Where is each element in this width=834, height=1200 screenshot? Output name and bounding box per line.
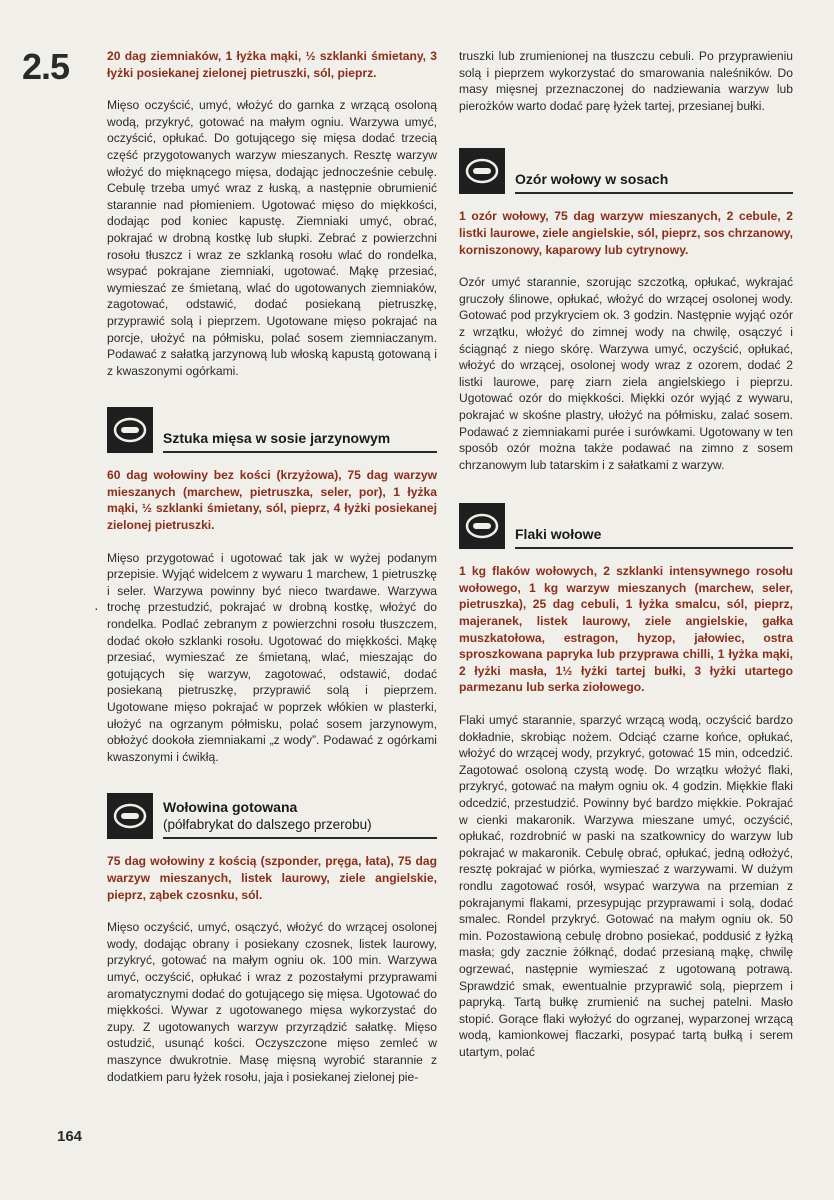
pot-icon [107, 793, 153, 839]
recipe-title: Wołowina gotowana [163, 799, 298, 816]
pot-icon [459, 503, 505, 549]
recipe-ingredients: 75 dag wołowiny z kością (szponder, pręga, łata), 75 dag warzyw mieszanych, listek laurowy, ziele angielskie, pieprz, ząbek czosnku, sól. [107, 854, 437, 902]
recipe-ingredients: 1 kg flaków wołowych, 2 szklanki intensywnego rosołu wołowego, 1 kg warzyw mieszanych (marchew, seler, pietruszka), 25 dag cebuli, 1 łyżka smalcu, sól, pieprz, majeranek, listek laurowy, ziele angielskie, gałka muszkatołowa, estragon, hyzop, jałowiec, ostra sproszkowana papryka lub przyprawa chilli, 1 łyżka mąki, 2 łyżki masła, 1½ łyżki tartej bułki, 3 łyżki utartego parmezanu lub serka ziołowego. [459, 564, 793, 695]
recipe-title: Flaki wołowe [515, 525, 602, 542]
page-number: 164 [57, 1128, 83, 1145]
section-number: 2.5 [22, 46, 70, 87]
recipe-header [459, 503, 793, 549]
recipe-title: Ozór wołowy w sosach [515, 170, 669, 187]
bullet-mark: · [94, 600, 99, 616]
continued-text: truszki lub zrumienionej na tłuszczu cebuli. Po przyprawieniu solą i pieprzem wykorzystać do smarowania naleśników. Do masy mięsnej przeznaczonej do nadziewania warzyw lub pierożków warto dodać parę łyżek tartej, przesianej bułki. [459, 49, 793, 113]
pot-icon [459, 148, 505, 194]
recipe-instructions: Mięso oczyścić, umyć, osączyć, włożyć do wrzącej osolonej wody, dodając obrany i posiekany czosnek, listek laurowy, przykryć, gotować na małym ogniu ok. 100 min. Warzywa umyć, oczyścić, opłukać i wraz z pozostałymi przyprawami aromatycznymi dodać do gotującego się mięsa. Ugotować do miękkości. Wywar z ugotowanego mięsa wykorzystać do zupy. Z ugotowanych warzyw przyrządzić sałatkę. Mięso ostudzić, usunąć kości. Oczyszczone mięso zemleć w maszynce dwukrotnie. Masę mięsną wyrobić starannie z dodatkiem paru łyżek rosołu, jaja i posiekanej zielonej pie- [107, 920, 437, 1084]
recipe-title-wrap [163, 430, 437, 454]
recipe-title-wrap [163, 799, 437, 839]
recipe-instructions: Flaki umyć starannie, sparzyć wrzącą wodą, oczyścić bardzo dokładnie, skrobiąc nożem. Odciąć czarne końce, opłukać, włożyć do wrzącej wody, przykryć, gotować 15 min, odcedzić. Zagotować osoloną czystą wodę. Do wrzątku włożyć flaki, przykryć, gotować na małym ogniu ok. 4 godzin. Miękkie flaki odcedzić, przestudzić. Powinny być bardzo miękkie. Pokrajać w cienki makaronik. Warzywa mieszane umyć, oczyścić, opłukać, rozdrobnić w paski na szatkownicy do warzyw lub pokrajać w makaronik. Cebulę obrać, opłukać, jedną odłożyć, resztę pokrajać w piórka, wymieszać z warzywami. W dużym rondlu zagotować rosół, wsypać warzywa na przemian z pokrajanymi flakami, przesypując przyprawami i solą, dodać smalec. Rondel przykryć. Gotować na małym ogniu ok. 50 min. Pozostawioną cebulę drobno posiekać, poddusić z łyżką masła; gdy zacznie żółknąć, dodać przesianą mąkę, chwilę ogrzewać, następnie wymieszać z ugotowaną potrawą. Sprawdzić smak, ewentualnie przyprawić solą, pieprzem i papryką. Tartą bułkę zrumienić na suchej patelni. Masło stopić. Gorące flaki wyłożyć do ogrzanej, wyparzonej wrzącą wodą, kamionkowej flaczarki, posypać tartą bułką i serem utartym, polać [459, 713, 793, 1059]
right-column [459, 48, 793, 1071]
recipe-instructions: Ozór umyć starannie, szorując szczotką, opłukać, wykrajać gruczoły ślinowe, opłukać, włożyć do wrzącej osolonej wody. Gotować pod przykryciem ok. 3 godzin. Następnie wyjąć ozór z wrzątku, włożyć do zimnej wody na chwilę, osączyć i ściągnąć z niego skórę. Warzywa umyć, oczyścić, opłukać, włożyć do wrzącej, osolonej wody wraz z ozorem, dodać 2 listki laurowe, parę ziarn ziela angielskiego i pieprzu. Ugotować ozór do miękkości. Miękki ozór wyjąć z wywaru, pokrajać w skośne plastry, ułożyć na półmisku, zalać sosem. Podawać z ziemniakami purée i surówkami. Ugotowany w ten sposób ozór można także podawać na zimno z sosem chrzanowym lub tatarskim i z sałatkami z warzyw. [459, 275, 793, 472]
recipe-instructions: Mięso przygotować i ugotować tak jak w wyżej podanym przepisie. Wyjąć widelcem z wywaru 1 marchew, 1 pietruszkę i seler. Warzywa powinny być nieco twardawe. Warzywa trochę przestudzić, pokrajać w drobną kostkę, włożyć do rondelka. Podlać zebranym z powierzchni rosołu tłuszczem, dodać około szklanki rosołu. Ugotować do miękkości. Mąkę przesiać, wymieszać ze śmietaną, wlać, mieszając do gotujących się warzyw, zagotować, odstawić, dodać posiekaną pietruszkę, przyprawić solą i pieprzem. Ugotowane mięso pokrajać w poprzek włókien w plasterki, ułożyć na ogrzanym półmisku, polać sosem jarzynowym, obłożyć dookoła ziemniakami „z wody”. Podawać z ogórkami kwaszonymi i ćwikłą. [107, 550, 437, 764]
recipe-title-wrap [515, 171, 793, 195]
recipe-title-wrap [515, 526, 793, 550]
intro-ingredients: 20 dag ziemniaków, 1 łyżka mąki, ½ szklanki śmietany, 3 łyżki posiekanej zielonej pietruszki, sól, pieprz. [107, 49, 437, 80]
recipe-header [107, 407, 437, 453]
recipe-title: Sztuka mięsa w sosie jarzynowym [163, 429, 391, 446]
recipe-subtitle: (półfabrykat do dalszego przerobu) [163, 816, 372, 832]
recipe-ingredients: 1 ozór wołowy, 75 dag warzyw mieszanych, 2 cebule, 2 listki laurowe, ziele angielskie, sól, pieprz, sos chrzanowy, korniszonowy, kaparowy lub cytrynowy. [459, 209, 793, 257]
intro-instructions: Mięso oczyścić, umyć, włożyć do garnka z wrzącą osoloną wodą, przykryć, gotować na małym ogniu. Warzywa umyć, oczyścić, opłukać. Do gotującego się mięsa dodać trzecią część przygotowanych warzyw mieszanych. Resztę warzyw włożyć do mięknącego mięsa, dodając jednocześnie cebulę. Cebulę trzeba umyć wraz z łuską, a następnie obrumienić starannie nad płomieniem. Ugotować mięso do miękkości, dodając pod koniec kapustę. Ziemniaki umyć, obrać, pokrajać w drobną kostkę lub słupki. Zebrać z powierzchni rosołu tłuszcz i wraz ze szklanką rosołu wlać do rondelka, wsypać pokrajane ziemniaki, ugotować. Mąkę przesiać, wymieszać ze śmietaną, wlać do ugotowanych ziemniaków, zagotować, odstawić, dodać posiekaną pietruszkę, przyprawić solą i pieprzem. Ugotowane mięso pokrajać na porcje, ułożyć na półmisku, polać sosem ziemniaczanym. Podawać z sałatką jarzynową lub włoską kapustą gotowaną i z kwaszonymi ogórkami. [107, 98, 437, 378]
recipe-ingredients: 60 dag wołowiny bez kości (krzyżowa), 75 dag warzyw mieszanych (marchew, pietruszka, seler, por), 1 łyżka mąki, ½ szklanki śmietany, sól, pieprz, 4 łyżki posiekanej zielonej pietruszki. [107, 468, 437, 533]
left-column [107, 48, 437, 1095]
pot-icon [107, 407, 153, 453]
recipe-header [107, 793, 437, 839]
recipe-header [459, 148, 793, 194]
